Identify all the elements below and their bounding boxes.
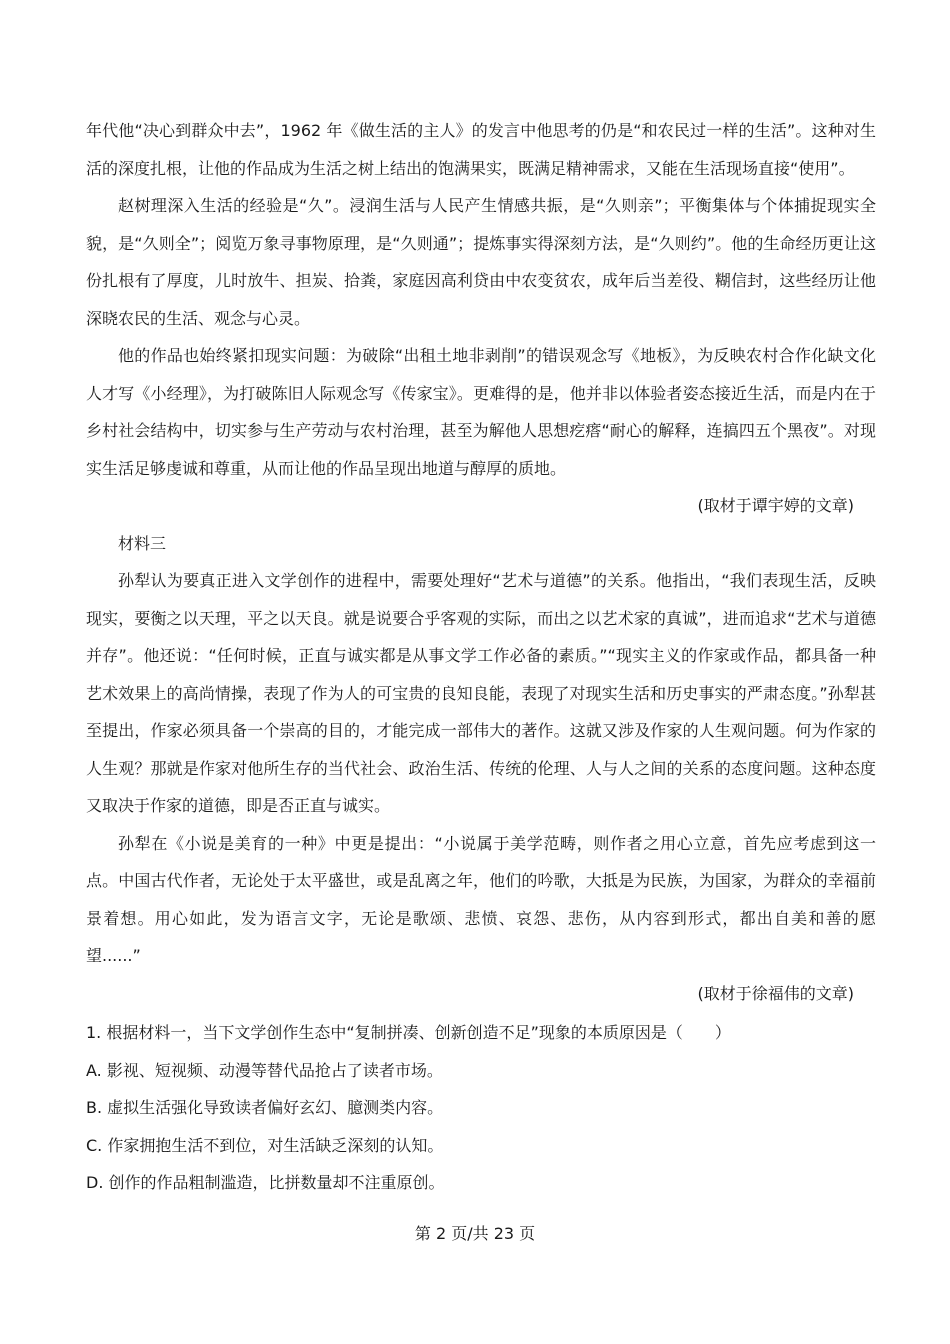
option-a: A. 影视、短视频、动漫等替代品抢占了读者市场。 xyxy=(86,1060,443,1080)
paragraph: 赵树理深入生活的经验是“久”。浸润生活与人民产生情感共振，是“久则亲”；平衡集体与个体捕捉现实全貌，是“久则全”；阅览万象寻事物原理，是“久则通”；提炼事实得深刻方法，是“久则约”。他的生命经历更让这份扎根有了厚度，儿时放牛、担炭、拾粪，家庭因高利贷由中农变贫农，成年后当差役、糊信封，这些经历让他深晓农民的生活、观念与心灵。 xyxy=(86,196,876,328)
paragraph: 年代他“决心到群众中去”，1962 年《做生活的主人》的发言中他思考的仍是“和农民过一样的生活”。这种对生活的深度扎根，让他的作品成为生活之树上结出的饱满果实，既满足精神需求，又能在生活现场直接“使用”。 xyxy=(86,121,876,178)
page-footer: 第 2 页/共 23 页 xyxy=(414,1224,536,1243)
option-c: C. 作家拥抱生活不到位，对生活缺乏深刻的认知。 xyxy=(86,1135,444,1155)
paragraph: 孙犁认为要真正进入文学创作的进程中，需要处理好“艺术与道德”的关系。他指出，“我们表现生活，反映现实，要衡之以天理，平之以天良。就是说要合乎客观的实际，而出之以艺术家的真诚”，进而追求“艺术与道德并存”。他还说：“任何时候，正直与诚实都是从事文学工作必备的素质。”“现实主义的作家或作品，都具备一种艺术效果上的高尚情操，表现了作为人的可宝贵的良知良能，表现了对现实生活和历史事实的严肃态度。”孙犁甚至提出，作家必须具备一个崇高的目的，才能完成一部伟大的著作。这就又涉及作家的人生观问题。何为作家的人生观？那就是作家对他所生存的当代社会、政治生活、传统的伦理、人与人之间的关系的态度问题。这种态度又取决于作家的道德，即是否正直与诚实。 xyxy=(86,571,876,815)
question-stem: 1. 根据材料一，当下文学创作生态中“复制拼凑、创新创造不足”现象的本质原因是（ ） xyxy=(86,1023,731,1042)
option-b: B. 虚拟生活强化导致读者偏好玄幻、臆测类内容。 xyxy=(86,1098,444,1117)
source-attribution: (取材于徐福伟的文章) xyxy=(697,983,854,1003)
option-d: D. 创作的作品粗制滥造，比拼数量却不注重原创。 xyxy=(86,1173,445,1192)
paragraph: 孙犁在《小说是美育的一种》中更是提出：“小说属于美学范畴，则作者之用心立意，首先应考虑到这一点。中国古代作者，无论处于太平盛世，或是乱离之年，他们的吟歌，大抵是为民族，为国家，为群众的幸福前景着想。用心如此，发为语言文字，无论是歌颂、悲愤、哀怨、悲伤，从内容到形式，都出自美和善的愿望......” xyxy=(86,833,876,965)
document-body xyxy=(86,112,876,1202)
paragraph: 他的作品也始终紧扣现实问题：为破除“出租土地非剥削”的错误观念写《地板》，为反映农村合作化缺文化人才写《小经理》，为打破陈旧人际观念写《传家宝》。更难得的是，他并非以体验者姿态接近生活，而是内在于乡村社会结构中，切实参与生产劳动与农村治理，甚至为解他人思想疙瘩“耐心的解释，连搞四五个黑夜”。对现实生活足够虔诚和尊重，从而让他的作品呈现出地道与醇厚的质地。 xyxy=(86,346,876,478)
section-heading: 材料三 xyxy=(118,533,167,553)
source-attribution: (取材于谭宇婷的文章) xyxy=(697,496,854,515)
